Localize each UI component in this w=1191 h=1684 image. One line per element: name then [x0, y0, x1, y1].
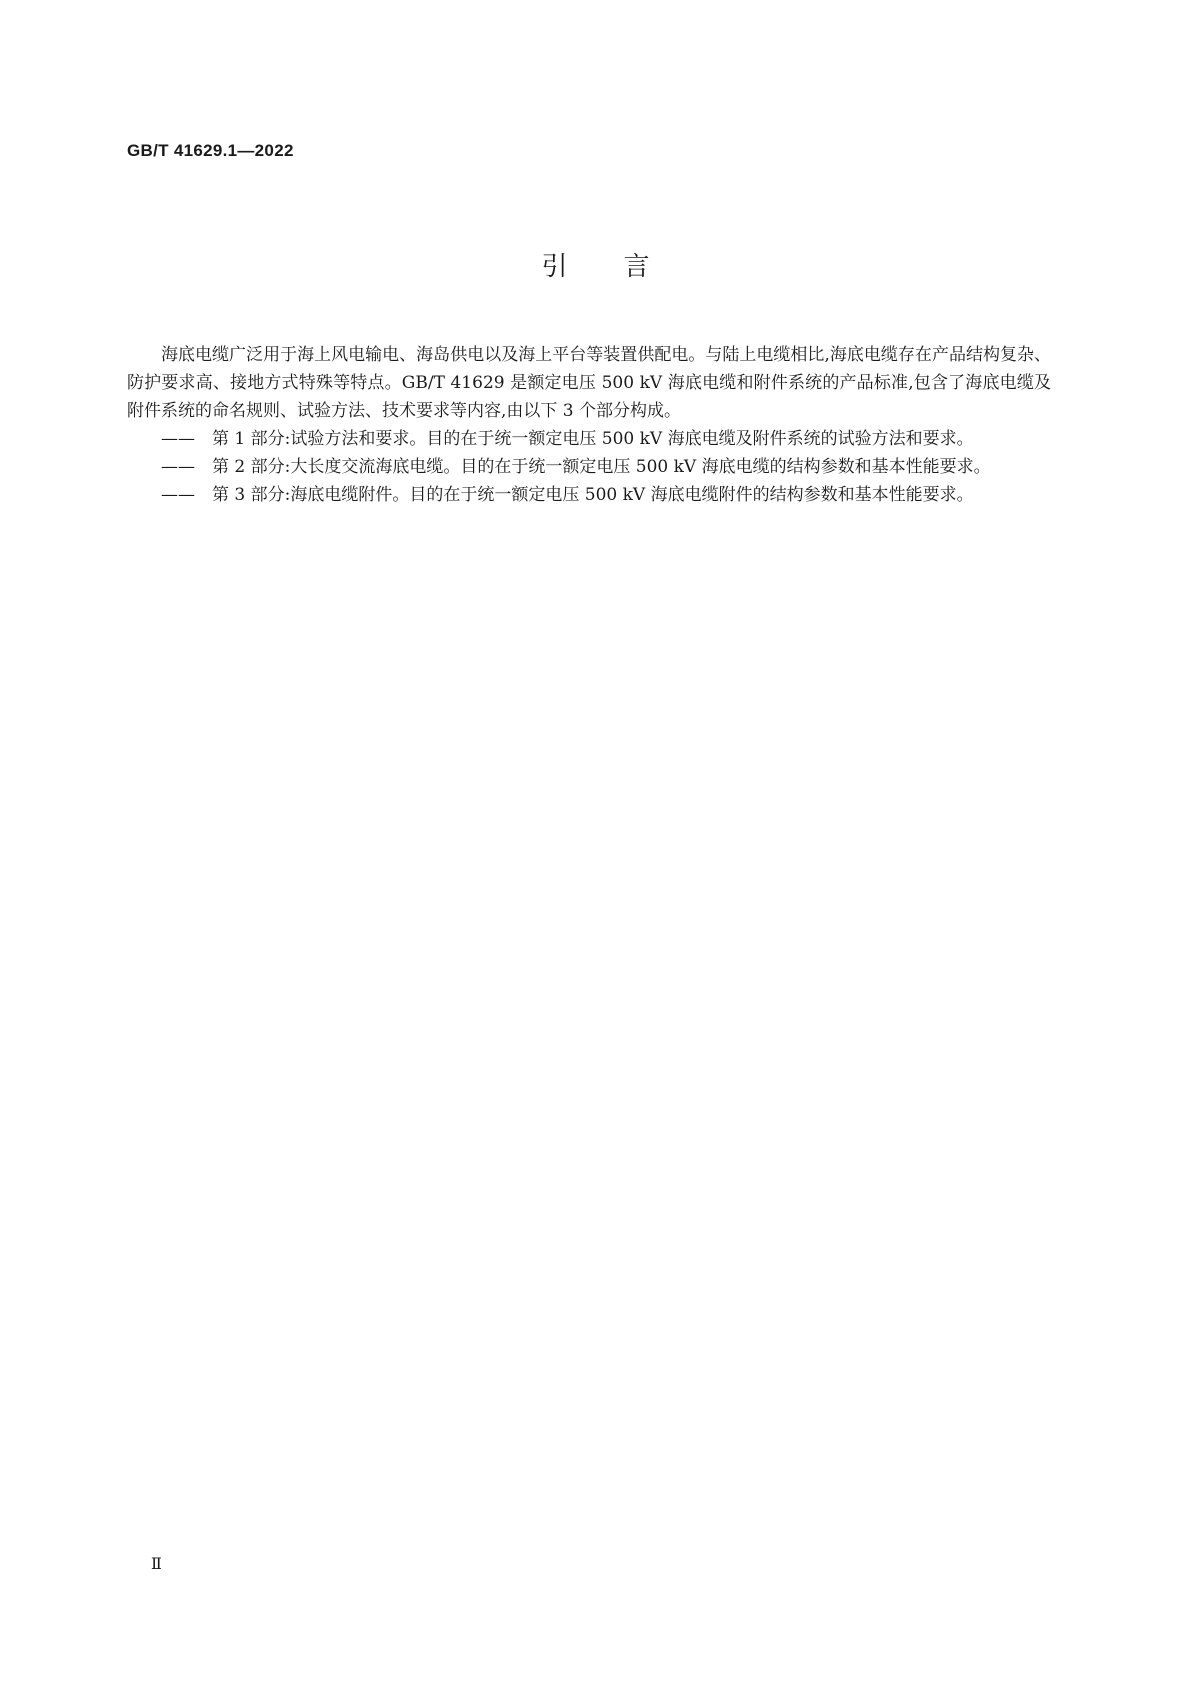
- list-item: [127, 453, 1051, 481]
- document-body: [127, 341, 1051, 509]
- list-dash: ——: [161, 485, 195, 505]
- page-title: 引言: [541, 252, 706, 282]
- list-item-text: 第 2 部分:大长度交流海底电缆。目的在于统一额定电压 500 kV 海底电缆的结构参数和基本性能要求。: [212, 457, 991, 477]
- list-item: [127, 425, 1051, 453]
- standard-code: GB/T 41629.1—2022: [127, 141, 294, 160]
- page-number: Ⅱ: [151, 1554, 162, 1573]
- parts-list: [127, 425, 1051, 509]
- list-item-text: 第 3 部分:海底电缆附件。目的在于统一额定电压 500 kV 海底电缆附件的结构参数和基本性能要求。: [212, 485, 974, 505]
- intro-paragraph: 海底电缆广泛用于海上风电输电、海岛供电以及海上平台等装置供配电。与陆上电缆相比,海底电缆存在产品结构复杂、防护要求高、接地方式特殊等特点。GB/T 41629 是额定电压 500 kV 海底电缆和附件系统的产品标准,包含了海底电缆及附件系统的命名规则、试验方法、技术要求等内容,由以下 3 个部分构成。: [127, 345, 1051, 421]
- list-item-text: 第 1 部分:试验方法和要求。目的在于统一额定电压 500 kV 海底电缆及附件系统的试验方法和要求。: [212, 429, 974, 449]
- list-dash: ——: [161, 429, 195, 449]
- list-item: [127, 481, 1051, 509]
- list-dash: ——: [161, 457, 195, 477]
